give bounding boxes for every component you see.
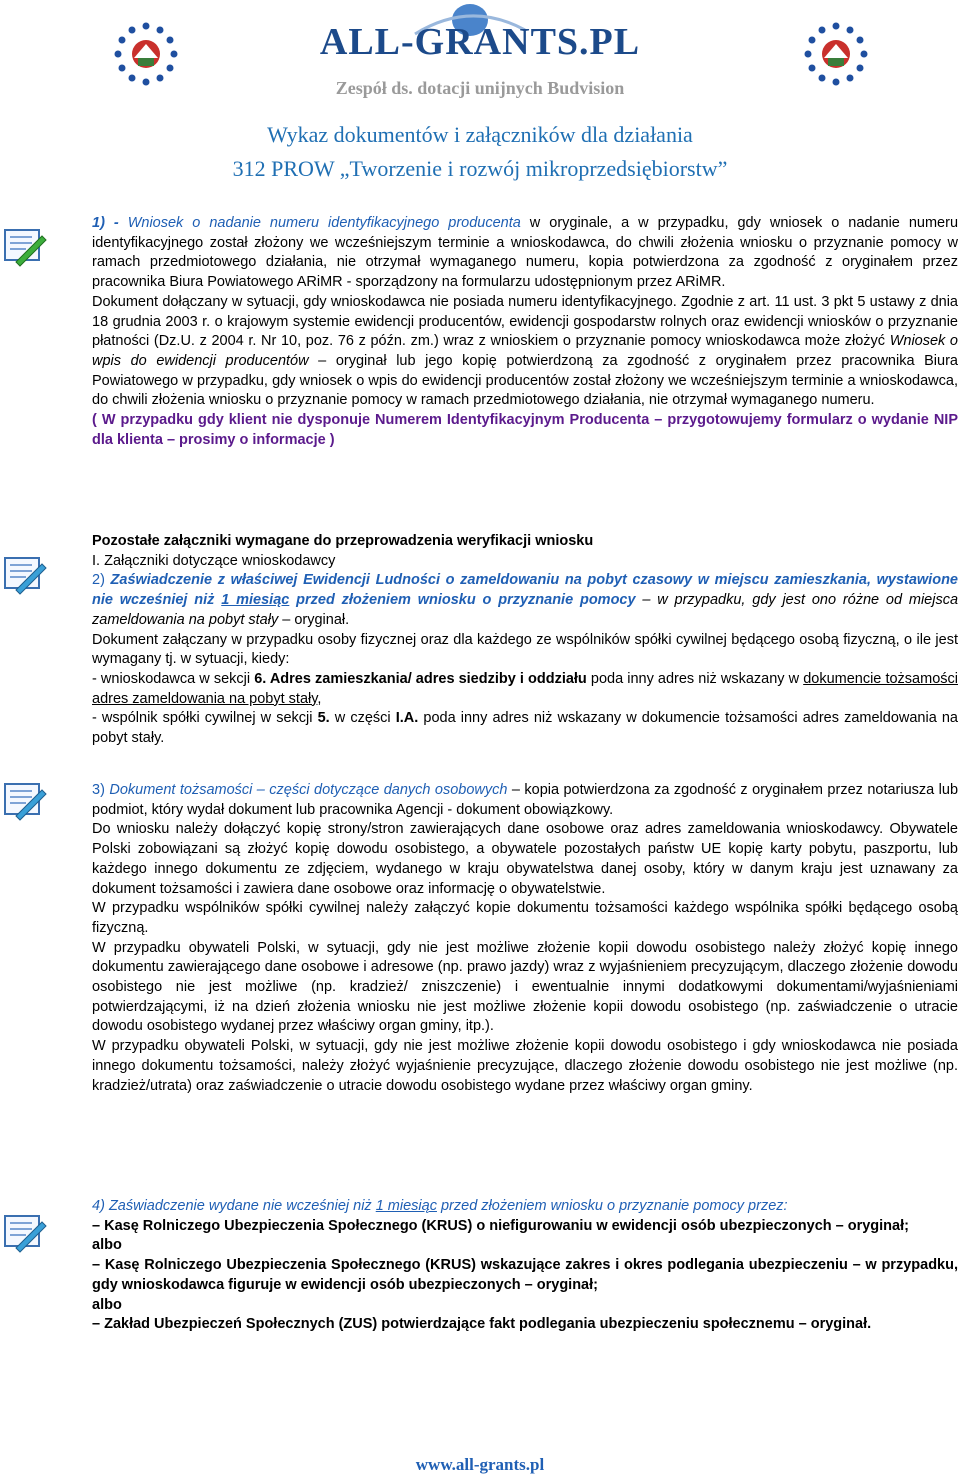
section-1-text-a: Dokument dołączany w sytuacji, gdy wnioskodawca nie posiada numeru identyfikacyjnego. Zgodnie z art. 11 ust. 3 pkt 5 ustawy z dnia 18 grudnia 2003 r. o krajowym systemie ewidencji producentów, ewidencji gospodarstw rolnych oraz ewidencji wniosków o przyznanie płatności (Dz.U. z 2004 r. Nr 10, poz. 76 z późn. zm.) wraz z wnioskiem o przyznanie pomocy wnioskodawca może złożyć <box>92 293 958 350</box>
section-2-lead-c: – w przypadku, gdy jest ono różne od miejsca zameldowania na pobyt stały <box>92 592 959 628</box>
section-3-paragraph: W przypadku obywateli Polski, w sytuacji, gdy nie jest możliwe złożenie kopii dowodu osobistego i gdy wnioskodawca nie posiada innego dokumentu tożsamości, należy złożyć wyjaśnienie precyzujące, dlaczego złożenie dowodu osobistego nie jest możliwe (np. kradzież/utrata) oraz zaświadczenie o utracie dowodu osobistego wydane przez właściwy organ gminy. <box>92 1038 958 1094</box>
item-text-underline: dokumencie tożsamości adres zameldowania na pobyt stały <box>92 670 958 707</box>
section-2-lead-b: przed złożeniem wniosku o przyznanie pomocy <box>289 592 636 609</box>
section-3-lead: Dokument tożsamości – części dotyczące danych osobowych <box>109 782 508 798</box>
item-text: - wnioskodawca w sekcji <box>92 670 255 687</box>
tagline: Zespół ds. dotacji unijnych Budvision <box>335 78 625 98</box>
item-text: , <box>317 690 322 707</box>
section-4-lead-a: Zaświadczenie wydane nie wcześniej niż <box>108 1198 376 1214</box>
section-4-item-2: – Kasę Rolniczego Ubezpieczenia Społecznego (KRUS) wskazujące zakres i okres podlegania ubezpieczeniu – w przypadku, gdy wnioskodawca figuruje w ewidencji osób ubezpieczonych – oryginał; <box>92 1257 958 1293</box>
section-2 <box>92 532 958 749</box>
item-text: poda inny adres niż wskazany w dokumencie tożsamości adres zameldowania na pobyt stały. <box>92 710 958 747</box>
section-4 <box>92 1197 958 1335</box>
section-4-item-3: – Zakład Ubezpieczeń Społecznych (ZUS) potwierdzające fakt podlegania ubezpieczeniu społecznemu – oryginał. <box>92 1316 872 1333</box>
document-pen-icon <box>2 776 48 822</box>
section-1-paragraph <box>92 293 958 411</box>
section-4-item-1: – Kasę Rolniczego Ubezpieczenia Społecznego (KRUS) o niefigurowaniu w ewidencji osób ubezpieczonych – oryginał; <box>92 1217 909 1234</box>
section-1 <box>92 214 958 450</box>
section-4-number: 4) <box>92 1198 105 1214</box>
section-2-lead-d: – oryginał. <box>278 611 350 628</box>
section-3 <box>92 781 958 1096</box>
section-2-lead-a: Zaświadczenie z właściwej Ewidencji Ludności o zameldowaniu na pobyt czasowy w miejscu zamieszkania, wystawione nie wcześniej niż <box>92 572 958 609</box>
section-1-number: 1) <box>92 215 105 231</box>
section-1-dash: - <box>104 215 128 231</box>
section-4-lead-b: przed złożeniem wniosku o przyznanie pomocy przez: <box>436 1198 788 1214</box>
section-1-text-c: – oryginał lub jego kopię potwierdzoną za zgodność z oryginałem przez pracownika Biura Powiatowego w przypadku, gdy wniosek o wpis do ewidencji producentów został złożony we wcześniejszym terminie a wnioskodawca, do chwili złożenia wniosku o przyznanie pomocy w ramach przedmiotowego działania, nie otrzymał wymaganego numeru. <box>92 352 958 409</box>
item-text: w części <box>329 710 396 727</box>
section-1-text: w oryginale, a w przypadku, gdy wniosek o nadanie numeru identyfikacyjnego został złożony we wcześniejszym terminie a wnioskodawca, do chwili złożenia wniosku o przyznanie pomocy w ramach przedmiotowego działania, nie otrzymał wymaganego numeru, kopia potwierdzona za zgodność z oryginałem przez pracownika Biura Powiatowego ARiMR - sporządzony na formularzu udostępnionym przez ARiMR. <box>92 215 959 291</box>
item-text: - wspólnik spółki cywilnej w sekcji <box>92 710 318 727</box>
item-text-bold: 6. Adres zamieszkania/ adres siedziby i oddziału <box>254 670 587 687</box>
section-2-lead-underline: 1 miesiąc <box>221 592 290 609</box>
brand-name: ALL-GRANTS.PL <box>319 21 641 63</box>
section-3-lead-rest: – kopia potwierdzona za zgodność z oryginałem przez notariusza lub podmiot, który wydał dokument lub pracownika Agencji - dokument obowiązkowy. <box>92 782 959 818</box>
document-pen-icon <box>2 550 48 596</box>
item-text-bold: 5. <box>317 710 330 727</box>
document-pen-icon <box>2 1208 48 1254</box>
section-1-intro <box>92 214 958 293</box>
section-1-note: ( W przypadku gdy klient nie dysponuje Numerem Identyfikacyjnym Producenta – przygotowujemy formularz o wydanie NIP dla klienta – prosimy o informacje ) <box>92 412 958 448</box>
item-text-bold: I.A. <box>395 710 419 727</box>
section-2-intro <box>92 571 958 630</box>
item-text: poda inny adres niż wskazany w <box>586 670 804 687</box>
section-1-lead: Wniosek o nadanie numeru identyfikacyjnego producenta <box>127 215 521 231</box>
section-4-intro <box>92 1197 958 1217</box>
section-2-paragraph: Dokument załączany w przypadku osoby fizycznej oraz dla każdego ze wspólników spółki cywilnej będącego osobą fizyczną, o ile jest wymagany tj. w sytuacji, kiedy: <box>92 631 958 668</box>
section-3-paragraph: W przypadku wspólników spółki cywilnej należy załączyć kopie dokumentu tożsamości każdego wspólnika spółki będącego osobą fizyczną. <box>92 900 958 936</box>
section-3-paragraph: W przypadku obywateli Polski, w sytuacji, gdy nie jest możliwe złożenie kopii dowodu osobistego należy złożyć kopię innego dokumentu zawierającego dane osobowe i adresowe (np. prawo jazdy) wraz z wyjaśnieniem precyzującym, dlaczego złożenie dowodu osobistego nie jest możliwe (np. kradzież/ zniszczenie) i ewentualnie innymi dodatkowymi dokumentami/wyjaśnieniami potwierdzającymi, iż na dzień złożenia wniosku nie jest możliwe złożenie kopii dowodu osobistego (np. zaświadczenie o utracie dowodu osobistego wydanej przez właściwy organ gminy, itp.). <box>92 939 958 1035</box>
section-4-lead-underline: 1 miesiąc <box>375 1198 437 1214</box>
section-heading: Pozostałe załączniki wymagane do przeprowadzenia weryfikacji wniosku <box>92 533 594 549</box>
section-2-number: 2) <box>92 572 105 589</box>
footer-url: www.all-grants.pl <box>415 1455 545 1474</box>
section-2-item-1 <box>92 670 958 709</box>
section-2-item-2 <box>92 709 958 748</box>
section-4-or: albo <box>92 1237 122 1254</box>
section-3-intro <box>92 781 958 820</box>
document-pen-icon <box>2 222 48 268</box>
page-title-line2: 312 PROW „Tworzenie i rozwój mikroprzedsiębiorstw” <box>232 156 728 181</box>
subsection-heading: I. Załączniki dotyczące wnioskodawcy <box>92 552 336 569</box>
section-4-or: albo <box>92 1296 122 1313</box>
page-title-line1: Wykaz dokumentów i załączników dla działania <box>267 122 693 147</box>
section-1-text-italic: Wniosek o wpis do ewidencji producentów <box>92 333 958 369</box>
section-3-number: 3) <box>92 782 105 798</box>
section-3-paragraph: Do wniosku należy dołączyć kopię strony/stron zawierających dane osobowe oraz adres zameldowania wnioskodawcy. Obywatele Polski zobowiązani są złożyć kopię dowodu osobistego, a obywatele pozostałych państw UE kopię karty pobytu, paszportu, lub każdego innego dokumentu ze zdjęciem, wydanego w kraju obywatelstwa danej osoby, który w danym kraju jest uznawany za dokument tożsamości i zawiera dane osobowe oraz informację o obywatelstwie. <box>92 821 958 897</box>
